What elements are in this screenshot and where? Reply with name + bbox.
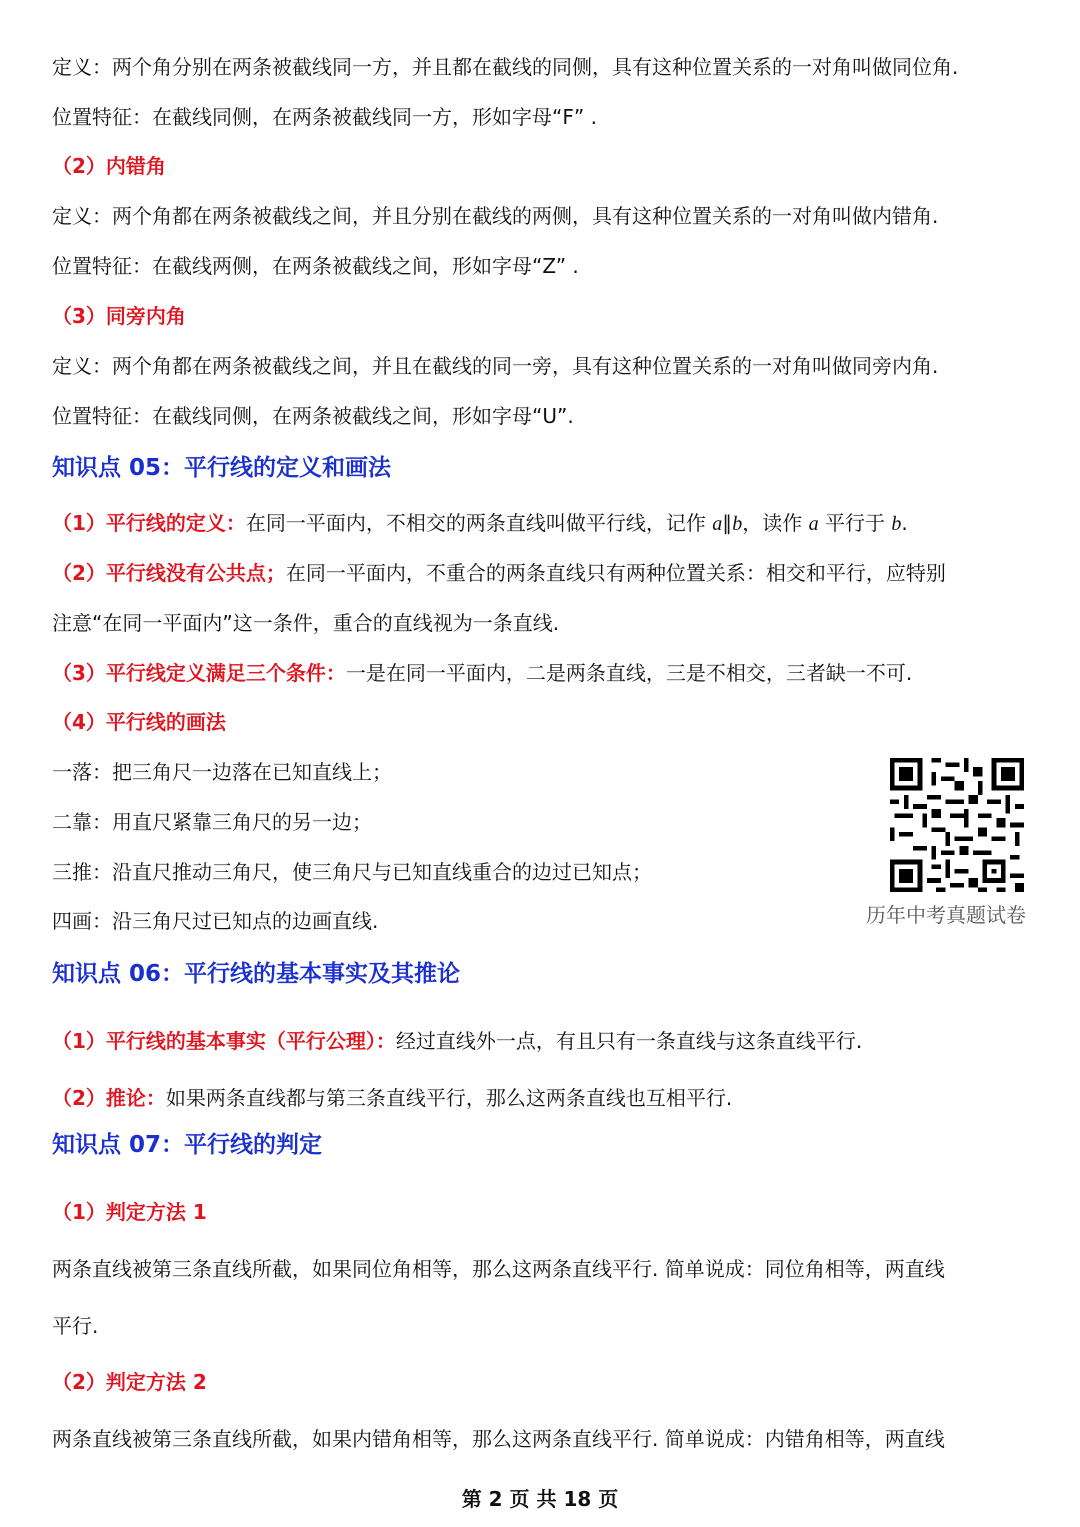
subsection-heading: （1）判定方法 1 (52, 1200, 207, 1224)
paragraph-text: 在同一平面内，不重合的两条直线只有两种位置关系：相交和平行，应特别 (285, 561, 946, 585)
page-number-footer: 第 2 页 共 18 页 (461, 1487, 619, 1511)
text-line: 注意“在同一平面内”这一条件，重合的直线视为一条直线. (52, 611, 560, 635)
step-line: 一落：把三角尺一边落在已知直线上； (52, 760, 392, 784)
text-line: 两条直线被第三条直线所截，如果内错角相等，那么这两条直线平行. 简单说成：内错角相等，两直线 (52, 1427, 945, 1451)
paragraph-text: 在同一平面内，不相交的两条直线叫做平行线，记作 (245, 511, 713, 535)
paragraph-text: 如果两条直线都与第三条直线平行，那么这两条直线也互相平行. (165, 1086, 733, 1110)
paragraph-label: （2）平行线没有公共点； (52, 561, 286, 585)
section-heading-kp06: 知识点 06：平行线的基本事实及其推论 (52, 961, 461, 987)
subsection-heading: （2）内错角 (52, 154, 166, 178)
qr-caption: 历年中考真题试卷 (866, 903, 1026, 927)
math-var: a (712, 513, 723, 535)
text-line: 两条直线被第三条直线所截，如果同位角相等，那么这两条直线平行. 简单说成：同位角相等，两直线 (52, 1257, 945, 1281)
text-line: 定义：两个角都在两条被截线之间，并且在截线的同一旁，具有这种位置关系的一对角叫做同旁内角. (52, 354, 939, 378)
paragraph-corollary (52, 1084, 1040, 1112)
paragraph-no-common-point (52, 559, 1040, 587)
math-var: a (808, 513, 819, 535)
paragraph-label: （1）平行线的基本事实（平行公理）： (52, 1029, 396, 1053)
paragraph-text: 平行于 (818, 511, 892, 535)
paragraph-text: ，读作 (742, 511, 809, 535)
math-var: b (732, 513, 743, 535)
text-line: 位置特征：在截线两侧，在两条被截线之间，形如字母“Z” . (52, 254, 579, 278)
math-var: b (891, 513, 902, 535)
paragraph-parallel-axiom (52, 1027, 1040, 1055)
paragraph-label: （1）平行线的定义： (52, 511, 246, 535)
subsection-heading: （2）判定方法 2 (52, 1370, 207, 1394)
qr-code-icon[interactable] (890, 758, 1024, 892)
text-line: 位置特征：在截线同侧，在两条被截线同一方，形如字母“F” . (52, 105, 597, 129)
parallel-symbol: ∥ (722, 511, 733, 535)
text-line: 位置特征：在截线同侧，在两条被截线之间，形如字母“U”. (52, 404, 574, 428)
text-line: 定义：两个角分别在两条被截线同一方，并且都在截线的同侧，具有这种位置关系的一对角叫做同位角. (52, 55, 959, 79)
paragraph-label: （3）平行线定义满足三个条件： (52, 661, 346, 685)
step-line: 二靠：用直尺紧靠三角尺的另一边； (52, 810, 372, 834)
paragraph-three-conditions (52, 659, 1040, 687)
paragraph-text: 经过直线外一点，有且只有一条直线与这条直线平行. (395, 1029, 863, 1053)
text-line: 平行. (52, 1314, 99, 1338)
subsection-heading: （4）平行线的画法 (52, 710, 226, 734)
step-line: 四画：沿三角尺过已知点的边画直线. (52, 909, 379, 933)
subsection-heading: （3）同旁内角 (52, 304, 186, 328)
section-heading-kp05: 知识点 05：平行线的定义和画法 (52, 455, 392, 481)
paragraph-definition (52, 509, 1040, 538)
paragraph-text: 一是在同一平面内，二是两条直线，三是不相交，三者缺一不可. (345, 661, 913, 685)
paragraph-label: （2）推论： (52, 1086, 166, 1110)
step-line: 三推：沿直尺推动三角尺，使三角尺与已知直线重合的边过已知点； (52, 860, 652, 884)
text-line: 定义：两个角都在两条被截线之间，并且分别在截线的两侧，具有这种位置关系的一对角叫做内错角. (52, 204, 939, 228)
section-heading-kp07: 知识点 07：平行线的判定 (52, 1132, 323, 1158)
paragraph-text: . (901, 511, 908, 535)
